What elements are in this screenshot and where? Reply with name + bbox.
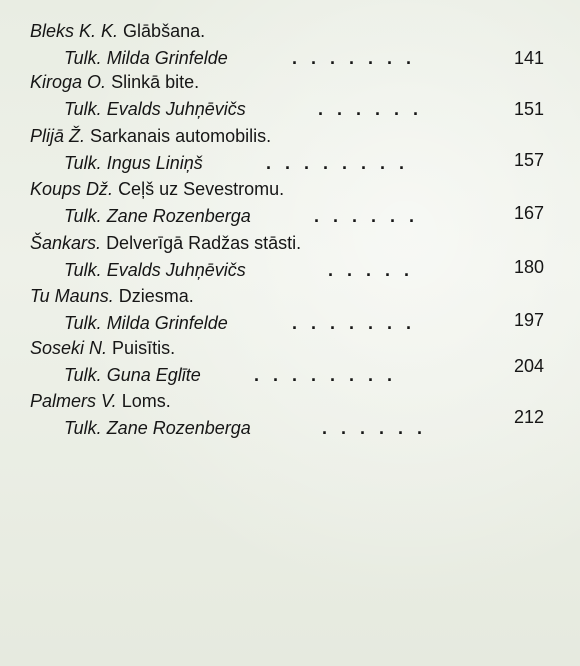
- translator-name: Milda Grinfelde: [106, 48, 228, 68]
- translator-name: Ingus Liniņš: [106, 153, 203, 173]
- entry-translator-line: [64, 152, 203, 174]
- entry-title: Delverīgā Radžas stāsti.: [106, 233, 302, 253]
- entry-title: Puisītis.: [112, 338, 176, 358]
- translator-prefix: Tulk.: [64, 365, 102, 385]
- toc-entry: [0, 125, 580, 181]
- entry-translator-line: [64, 47, 228, 69]
- translator-name: Guna Eglīte: [106, 365, 201, 385]
- translator-prefix: Tulk.: [64, 99, 102, 119]
- page-number: 197: [513, 310, 544, 330]
- translator-name: Zane Rozenberga: [106, 206, 251, 226]
- leader-dots: ........: [254, 365, 407, 385]
- entry-heading: [30, 71, 199, 93]
- toc-entry: [0, 20, 580, 76]
- entry-author: Palmers V.: [30, 391, 117, 411]
- toc-entry: [0, 390, 580, 446]
- entry-translator-line: [64, 205, 251, 227]
- page-number: 151: [513, 99, 544, 119]
- toc-entry: [0, 178, 580, 234]
- translator-prefix: Tulk.: [64, 48, 102, 68]
- leader-dots: .....: [328, 260, 424, 280]
- entry-translator-line: [64, 259, 246, 281]
- entry-title: Sarkanais automobilis.: [90, 126, 272, 146]
- toc-entry: [0, 71, 580, 127]
- translator-prefix: Tulk.: [64, 153, 102, 173]
- entry-heading: [30, 232, 301, 254]
- translator-name: Zane Rozenberga: [106, 418, 251, 438]
- toc-entry: [0, 285, 580, 341]
- entry-heading: [30, 285, 194, 307]
- entry-title: Slinkā bite.: [111, 72, 200, 92]
- entry-author: Plijā Ž.: [30, 126, 86, 146]
- entry-heading: [30, 20, 205, 42]
- page-number: 141: [513, 48, 544, 68]
- translator-prefix: Tulk.: [64, 313, 102, 333]
- translator-prefix: Tulk.: [64, 260, 102, 280]
- entry-translator-line: [64, 312, 228, 334]
- leader-dots: ......: [314, 206, 429, 226]
- entry-heading: [30, 178, 284, 200]
- entry-title: Loms.: [121, 391, 171, 411]
- entry-translator-line: [64, 98, 246, 120]
- entry-heading: [30, 337, 175, 359]
- leader-dots: ......: [318, 99, 433, 119]
- translator-name: Milda Grinfelde: [106, 313, 228, 333]
- entry-title: Dziesma.: [118, 286, 194, 306]
- page-number: 157: [513, 150, 544, 170]
- entry-heading: [30, 390, 171, 412]
- entry-author: Koups Dž.: [30, 179, 114, 199]
- entry-translator-line: [64, 417, 251, 439]
- leader-dots: ........: [266, 153, 419, 173]
- page-number: 204: [513, 356, 544, 376]
- entry-author: Soseki N.: [30, 338, 108, 358]
- translator-name: Evalds Juhņēvičs: [106, 99, 246, 119]
- translator-prefix: Tulk.: [64, 206, 102, 226]
- toc-entry: [0, 337, 580, 393]
- entry-author: Šankars.: [30, 233, 102, 253]
- page-number: 212: [513, 407, 544, 427]
- page-number: 167: [513, 203, 544, 223]
- page-number: 180: [513, 257, 544, 277]
- entry-author: Tu Mauns.: [30, 286, 114, 306]
- entry-heading: [30, 125, 271, 147]
- toc-entry: [0, 232, 580, 288]
- translator-prefix: Tulk.: [64, 418, 102, 438]
- entry-title: Ceļš uz Sevestromu.: [118, 179, 285, 199]
- entry-translator-line: [64, 364, 201, 386]
- leader-dots: ......: [322, 418, 437, 438]
- entry-author: Bleks K. K.: [30, 21, 119, 41]
- entry-title: Glābšana.: [123, 21, 206, 41]
- translator-name: Evalds Juhņēvičs: [106, 260, 246, 280]
- leader-dots: .......: [292, 313, 426, 333]
- entry-author: Kiroga O.: [30, 72, 107, 92]
- leader-dots: .......: [292, 48, 426, 68]
